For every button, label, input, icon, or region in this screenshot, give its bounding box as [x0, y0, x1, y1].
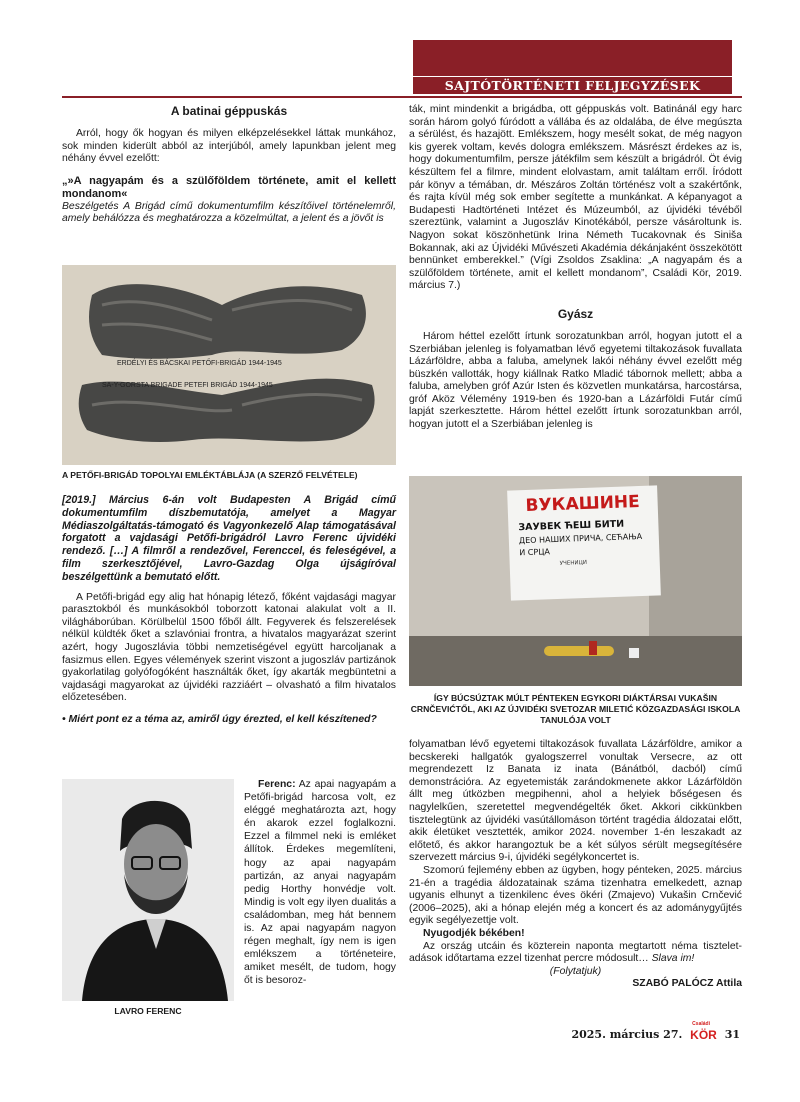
- banner-line-3: ДЕО НАШИХ ПРИЧА, СЕЋАЊА: [518, 531, 643, 546]
- section-title-gyasz: Gyász: [557, 306, 594, 321]
- answer-text: Az apai nagyapám a Petőfi-brigád harcosa volt, ez eléggé meghatározta azt, hogy én akarok ezzel foglalkozni. Ezzel a filmmel neki is emléket állítok. Érdekes megemlíteni, hogy az apai nagyapám partizán, az anyai nagyapám pedig Horthy honvédje volt. Mindig is volt egy ilyen dualitás a családomban, meg hát bennem is. Az apai nagyapám nagyon régen meghalt, így nem is igen emlékszem a történeteire, amiket mesélt, de tudom, hogy őt is besoroz-: [244, 779, 396, 987]
- intro-bold: [2019.] Március 6-án volt Budapesten A Brigád című dokumentumfilm díszbemutatója, amelyet a Magyar Médiaszolgáltatás-támogató és Vagyonkezelő Alap támogatásával forgatott a vajdasági Petőfi-brigádról Lavro Ferenc újvidéki rendező. […] A filmről a rendezővel, Ferenccel, és feleségével, a film szerkesztőjével, Lavro-Gazdag Olga újságíróval beszélgettünk a bemutató előtt.: [62, 494, 396, 583]
- author-name: SZABÓ PALÓCZ Attila: [632, 978, 742, 990]
- logo-top: Családi: [692, 1021, 710, 1027]
- pavement: [409, 636, 742, 686]
- candle-2: [629, 648, 639, 658]
- candle: [589, 641, 597, 655]
- header-stripe: [413, 76, 732, 77]
- left-column: [62, 104, 396, 226]
- slava-text: Slava im!: [651, 953, 695, 965]
- portrait-caption: LAVRO FERENC: [114, 1006, 182, 1016]
- left-column-mid: [62, 494, 396, 727]
- portrait-illustration: [62, 779, 234, 1001]
- closing-line: Nyugodjék békében!: [423, 927, 525, 939]
- svg-text:ERDÉLYI ÉS BÁCSKAI PETŐFI-BRIG: ERDÉLYI ÉS BÁCSKAI PETŐFI-BRIGÁD 1944-1945: [117, 360, 282, 367]
- answer-speaker: Ferenc:: [258, 779, 296, 790]
- paragraph-brigade: A Petőfi-brigád egy alig hat hónapig létező, főként vajdasági magyar parasztokból és munkásokból toborzott katonai alakulat volt a II. világháborúban. Körülbelül 1500 főből állt. Fegyverek és felszerelések nélkül küldték őket a szlavóniai frontra, a hivatalos magyarázat szerint azért, hogy Jugoszlávia többi nemzetiségével együtt harcoljanak a fasizmus ellen. Egyes vélemények szerint viszont a jugoszláv partizánok gyakorlatilag golyófogóként használták őket, így akarták megbüntetni a vajdasági magyarokat az újvidéki razziáért – olvasható a film hivatalos előzetesében.: [62, 591, 396, 704]
- to-be-continued: (Folytatjuk): [549, 965, 602, 977]
- banner-line-2: ЗАУВЕК ЋЕШ БИТИ: [518, 518, 625, 534]
- plaque-photo: [62, 265, 396, 465]
- paragraph-victim: Szomorú fejlemény ebben az ügyben, hogy pénteken, 2025. március 21-én a tragédia áldozatainak száma tizenhatra emelkedett, aznap ugyanis elhunyt a tizenkilenc éves ökéri (Zmajevo) Vukašin Crnčević (2006–2025), aki a hónap elején még a koncert és az adománygyűjtés egyik segélyezettje volt.: [409, 864, 742, 927]
- section-header: SAJTÓTÖRTÉNETI FELJEGYZÉSEK: [444, 78, 701, 93]
- banner-line-4: И СРЦА: [519, 547, 551, 558]
- right-column: [409, 104, 742, 432]
- interview-question: • Miért pont ez a téma az, amiről úgy érezted, el kell készítened?: [62, 713, 377, 725]
- paragraph-intro: Arról, hogy ők hogyan és milyen elképzelésekkel láttak munkához, sok minden kiderült abból az interjúból, amely lapunkban jelent meg néhány évvel ezelőtt:: [62, 128, 396, 165]
- quote-heading: „»A nagyapám és a szülőföldem története, amit el kellett mondanom«: [62, 174, 396, 200]
- banner-signature: УЧЕНИЦИ: [559, 559, 588, 567]
- page-number: 31: [724, 1028, 740, 1041]
- paragraph-silence: [409, 941, 742, 966]
- paragraph-gyasz: Három héttel ezelőtt írtunk sorozatunkban arról, hogyan jutott el a Szerbiában jelenleg is folyamatban lévő egyetemi tiltakozások fuvallata Lázárföldre, abba a faluba, amelynek lakói néhány évvel ezelőtt még büszkén vallották, hogy kiállnak Ratko Mladić tábornok mellett; abba a faluba, amelyben gróf Azúr Isten és közvetlen munkatársa, harcostársa, gróf Aköz Vélemény 1919-ben és 1920-ban a Lázárföldi Futár című lapját szerkesztette. Három héttel ezelőtt írtunk sorozatunkban arról, hogyan jutott el a Szerbiában jelenleg is: [409, 330, 742, 431]
- svg-text:SA-Y-GORSTA BRIGADE PETEFI BRI: SA-Y-GORSTA BRIGADE PETEFI BRIGÁD 1944-1945: [102, 382, 273, 389]
- quote-lead: Beszélgetés A Brigád című dokumentumfilm készítőivel történelemről, amely behálózza és meghatározza a közelmúltat, a jelent és a jövőt is: [62, 200, 396, 225]
- portrait-photo: [62, 779, 234, 1001]
- flowers: [544, 646, 614, 656]
- plaque-illustration: [62, 265, 396, 465]
- memorial-photo: [409, 476, 742, 686]
- memorial-caption: ÍGY BÚCSÚZTAK MÚLT PÉNTEKEN EGYKORI DIÁKTÁRSAI VUKAŠIN CRNČEVIĆTŐL, AKI AZ ÚJVIDÉKI SVETOZAR MILETIĆ KÖZGAZDASÁGI ISKOLA TANULÓJA VOLT: [410, 693, 741, 725]
- silence-text: Az ország utcáin és közterein naponta megtartott néma tisztelet-adások időtartama ezzel tizenhat percre módosult…: [409, 940, 742, 965]
- header-rule: [62, 96, 742, 98]
- right-column-lower: [409, 739, 742, 991]
- plaque-caption: A PETŐFI-BRIGÁD TOPOLYAI EMLÉKTÁBLÁJA (A SZERZŐ FELVÉTELE): [62, 470, 358, 480]
- answer-column: [244, 778, 396, 988]
- magazine-logo: [690, 1021, 717, 1042]
- issue-date: 2025. március 27.: [571, 1028, 683, 1041]
- page-footer: [571, 1021, 740, 1042]
- section-header-band: [413, 40, 732, 94]
- paragraph-continued: ták, mint mindenkit a brigádba, ott géppuskás volt. Batinánál egy harc során három golyó fúródott a vállába és az oldalába, de élve megúszta a sérülést, és hazajött. Emlékszem, hogy mesélt sokat, de még nagyon kis gyerek voltam, kevés dologra emlékszem. Másrészt érdekes az is, hogy dokumentumfilm, persze játékfilm sem készült a brigádról. Öt évig készültem fel a filmre, mindent elolvastam, amit találtam erről. Íródott pár könyv a témában, dr. Mészáros Zoltán történész volt a szakértőnk, és rajta kívül még sok ember segítette a munkánkat. A képanyagot a Budapesti Hadtörténeti Intézet és Múzeumból, az újvidéki tévéből szereztünk, valamint a Jugoszláv Kinotékából, persze vásároltunk is. Nagyon sokat köszönhetünk Irina Németh Tucakovnak és Siniša Bokannak, aki az Újvidéki Művészeti Akadémia dékánjaként összekötött bennünket emberekkel.” (Vígi Zsoldos Zsaklina: „A nagyapám és a szülőföldem története, amit el kellett mondanom”, Családi Kör, 2019. március 7.): [409, 104, 742, 292]
- banner-name: ВУКАШИНЕ: [525, 492, 641, 517]
- logo-main: KÖR: [690, 1028, 717, 1042]
- answer-paragraph: [244, 778, 396, 988]
- article-title: A batinai géppuskás: [170, 104, 288, 118]
- paragraph-procession: folyamatban lévő egyetemi tiltakozások fuvallata Lázárföldre, amikor a becskereki hallgatók gyalogszerrel vonultak Versecre, az ott megrendezett Iz Banata iz inata (Bánátból, dacból) című demonstrációra. Az egyetemisták zarándokmenete akkor Lázárföldön állt meg útközben megpihenni, ahol a helyiek bőségesen és nagylelkűen, szeretettel megvendégelték őket. Akkori cikkünkben tisztelegtünk az újvidéki vasútállomáson történt tragédia áldozatai előtt, akik életüket vesztették, amikor 2024. november 1-én leszakadt az előtető, és akkor harangoztuk be a két súlyos sérült megsegítésére szervezett március 9-i, újvidéki segélykoncertet is.: [409, 739, 742, 864]
- memorial-banner: [507, 485, 661, 600]
